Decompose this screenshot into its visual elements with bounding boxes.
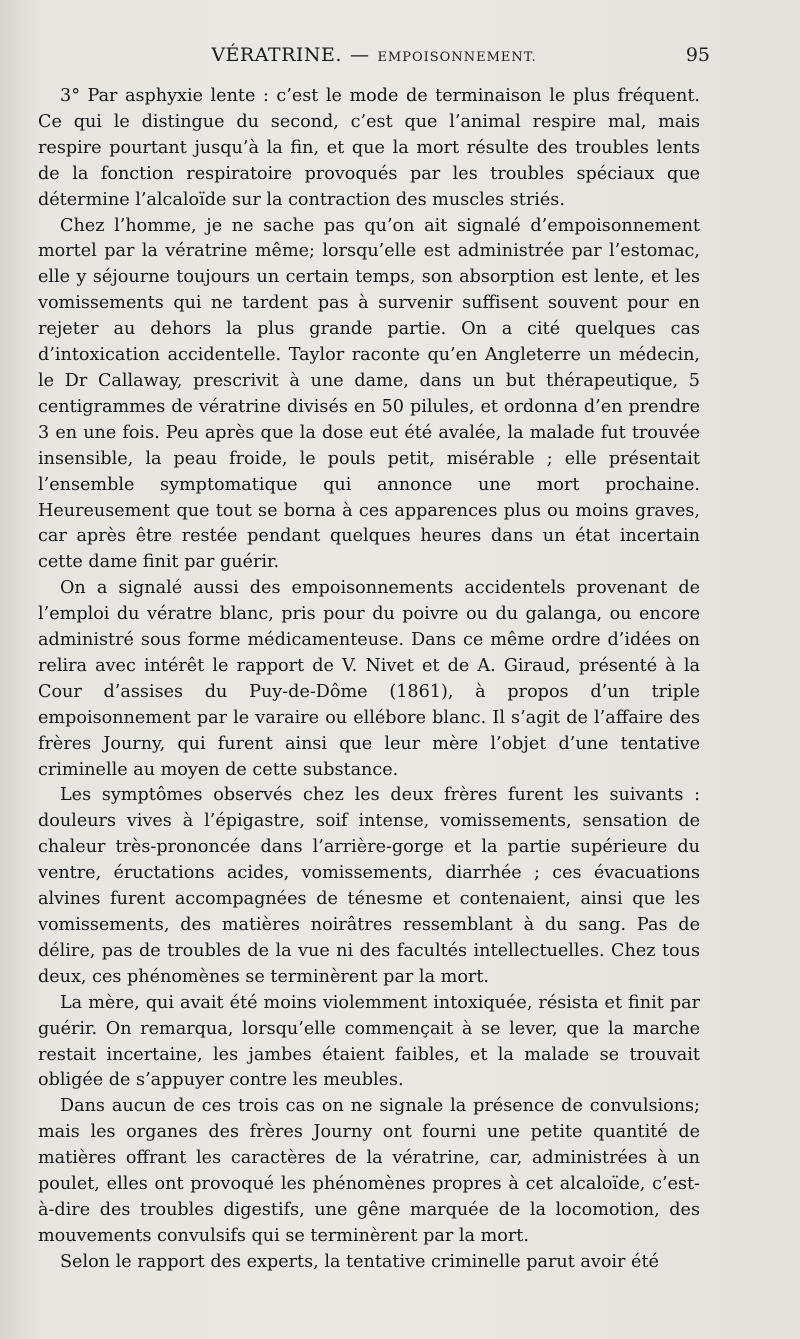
running-head-dash: — — [349, 44, 370, 66]
paragraph-1: 3° Par asphyxie lente : c’est le mode de terminaison le plus fréquent. Ce qui le distingue du second, c’est que l’animal respire mal, mais respire pourtant jusqu’à la fin, et que la mort résulte des troubles lents de la fonction respiratoire provoqués par les troubles spéciaux que détermine l’alcaloïde sur la contraction des muscles striés. — [38, 86, 700, 210]
paragraph-7: Selon le rapport des experts, la tentative criminelle parut avoir été — [60, 1251, 659, 1272]
running-head-subtitle: EMPOISONNEMENT. — [377, 50, 537, 65]
running-head-title: VÉRATRINE. — [211, 44, 342, 66]
paragraph-6: Dans aucun de ces trois cas on ne signale la présence de convulsions; mais les organes des frères Journy ont fourni une petite quantité de matières offrant les caractères de la vératrine, car, administrées à un poulet, elles ont provoqué les phénomènes propres à cet alcaloïde, c’est-à-dire des troubles digestifs, une gêne marquée de la locomotion, des mouvements convulsifs qui se terminèrent par la mort. — [38, 1096, 700, 1246]
paragraph-2: Chez l’homme, je ne sache pas qu’on ait signalé d’empoisonnement mortel par la vératrine même; lorsqu’elle est administrée par l’estomac, elle y séjourne toujours un certain temps, son absorption est lente, et les vomissements qui ne tardent pas à survenir suffisent souvent pour en rejeter au dehors la plus grande partie. On a cité quelques cas d’intoxication accidentelle. Taylor raconte qu’en Angleterre un médecin, le Dr Callaway, prescrivit à une dame, dans un but thérapeutique, 5 centigrammes de vératrine divisés en 50 pilules, et ordonna d’en prendre 3 en une fois. Peu après que la dose eut été avalée, la malade fut trouvée insensible, la peau froide, le pouls petit, misérable ; elle présentait l’ensemble symptomatique qui annonce une mort prochaine. Heureusement que tout se borna à ces apparences plus ou moins graves, car après être restée pendant quelques heures dans un état incertain cette dame finit par guérir. — [38, 215, 700, 573]
paragraph-4: Les symptômes observés chez les deux frères furent les suivants : douleurs vives à l’épigastre, soif intense, vomissements, sensation de chaleur très-prononcée dans l’arrière-gorge et la partie supérieure du ventre, éructations acides, vomissements, diarrhée ; ces évacuations alvines furent accompagnées de ténesme et contenaient, ainsi que les vomissements, des matières noirâtres ressemblant à du sang. Pas de délire, pas de troubles de la vue ni des facultés intellectuelles. Chez tous deux, ces phénomènes se terminèrent par la mort. — [38, 785, 700, 987]
running-head — [38, 44, 710, 66]
paragraph-3: On a signalé aussi des empoisonnements accidentels provenant de l’emploi du vératre blanc, pris pour du poivre ou du galanga, ou encore administré sous forme médicamenteuse. Dans ce même ordre d’idées on relira avec intérêt le rapport de V. Nivet et de A. Giraud, présenté à la Cour d’assises du Puy-de-Dôme (1861), à propos d’un triple empoisonnement par le varaire ou ellébore blanc. Il s’agit de l’affaire des frères Journy, qui furent ainsi que leur mère l’objet d’une tentative criminelle au moyen de cette substance. — [38, 578, 700, 780]
page-header — [38, 44, 710, 74]
page-number: 95 — [685, 44, 710, 66]
body-text — [38, 84, 700, 1276]
paragraph-5: La mère, qui avait été moins violemment intoxiquée, résista et finit par guérir. On remarqua, lorsqu’elle commençait à se lever, que la marche restait incertaine, les jambes étaient faibles, et la malade se trouvait obligée de s’appuyer contre les meubles. — [38, 992, 700, 1091]
